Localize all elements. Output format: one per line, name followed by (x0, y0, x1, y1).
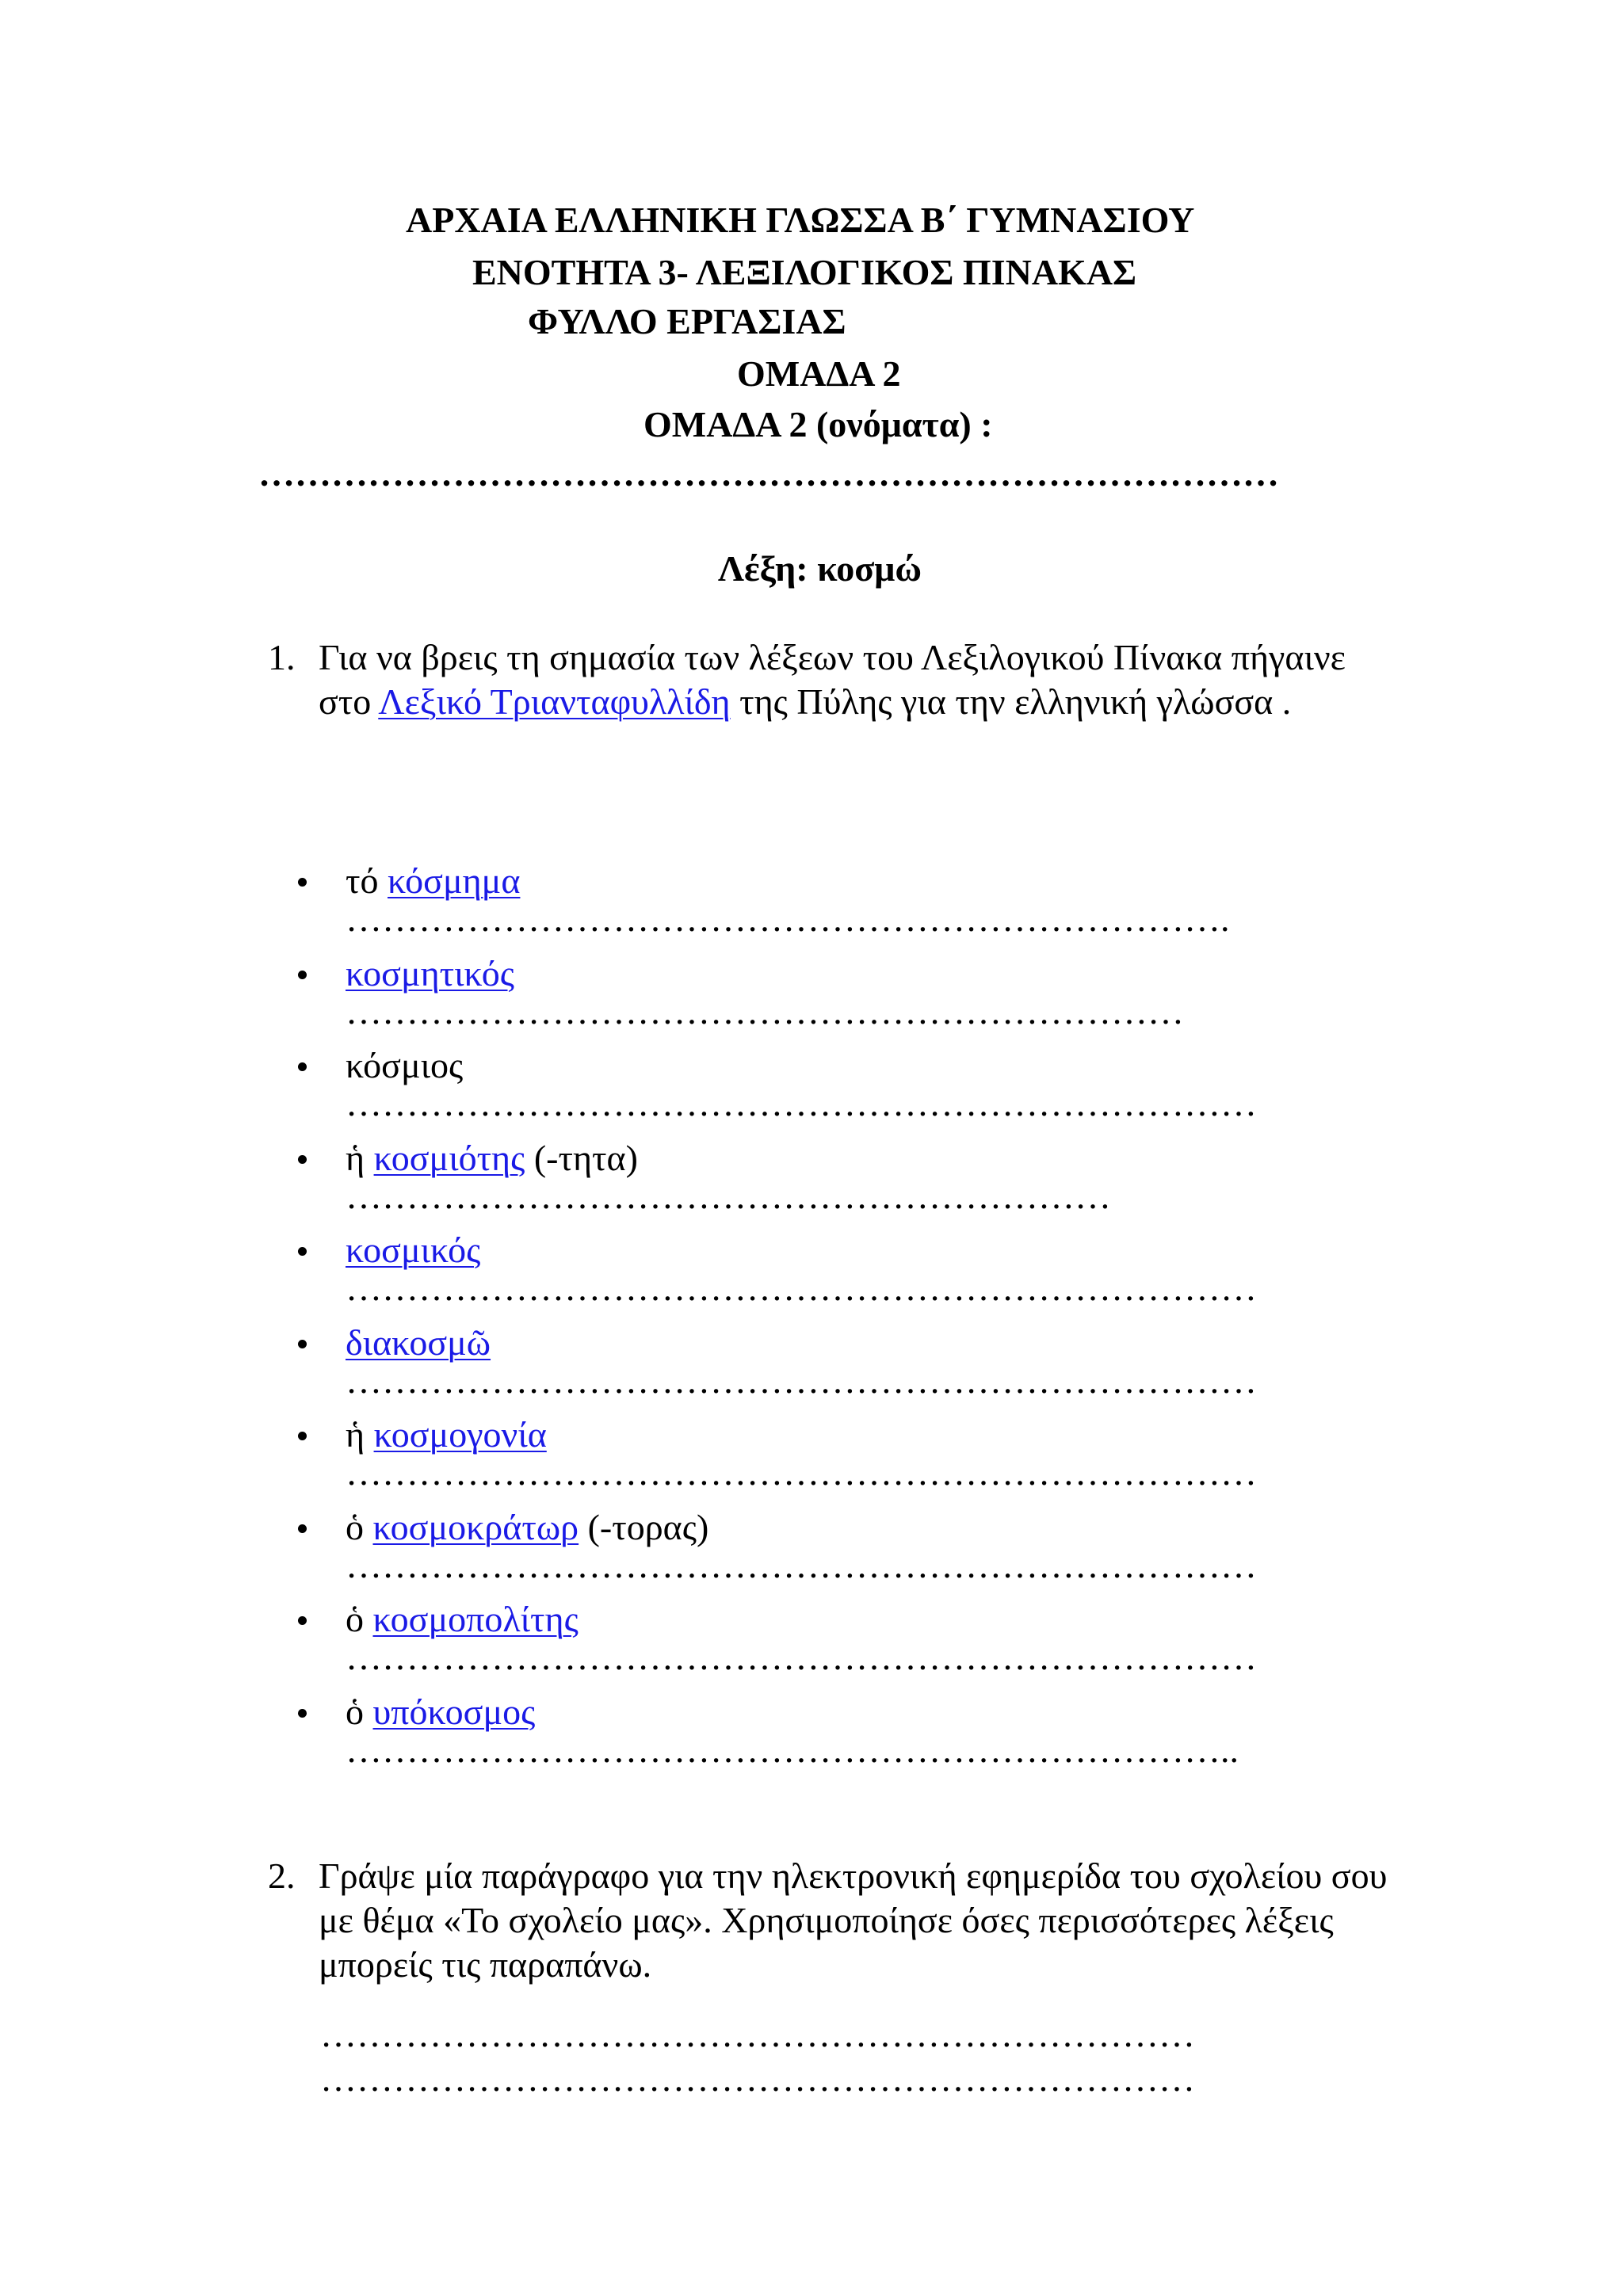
word-article: ἡ (346, 1414, 365, 1455)
header-line-3: ΦΥΛΛΟ ΕΡΓΑΣΙΑΣ (528, 301, 846, 341)
word-entry (346, 1413, 547, 1457)
word-entry (346, 1505, 708, 1550)
answer-line-2[interactable]: ……………………………………………………………… (320, 2063, 1195, 2095)
word-article: τό (346, 860, 379, 901)
word-link[interactable]: υπόκοσμος (372, 1691, 536, 1732)
word-article: ὁ (346, 1507, 364, 1547)
question-1-text (319, 635, 1381, 724)
dictionary-link[interactable]: Λεξικό Τριανταφυλλίδη (378, 681, 731, 722)
word-article: ὁ (346, 1691, 364, 1732)
header-line-1: ΑΡΧΑΙΑ ΕΛΛΗΝΙΚΗ ΓΛΩΣΣΑ Β΄ ΓΥΜΝΑΣΙΟΥ (406, 200, 1195, 240)
word-answer-line[interactable]: ……………………………………………………………….. (346, 1734, 1239, 1766)
word-answer-line[interactable]: ………………………………………………………………… (346, 1088, 1257, 1119)
header-line-2: ΕΝΟΤΗΤΑ 3- ΛΕΞΙΛΟΓΙΚΟΣ ΠΙΝΑΚΑΣ (472, 252, 1137, 292)
word-link[interactable]: κοσμητικός (346, 953, 514, 994)
target-word: Λέξη: κοσμώ (718, 548, 922, 589)
bullet-icon (298, 1432, 307, 1440)
question-2-text: Γράψε μία παράγραφο για την ηλεκτρονική εφημερίδα του σχολείου σου με θέμα «Το σχολείο μας». Χρησιμοποίησε όσες περισσότερες λέξεις μπορείς τις παραπάνω. (319, 1855, 1388, 1985)
word-link[interactable]: κοσμοπολίτης (372, 1599, 579, 1639)
word-link[interactable]: κοσμιότης (373, 1138, 525, 1178)
word-entry (346, 1136, 638, 1180)
word-answer-line[interactable]: ………………………………………………………………… (346, 1457, 1257, 1489)
word-link[interactable]: κόσμημα (388, 860, 521, 901)
question-1-number: 1. (268, 637, 296, 677)
word-entry (346, 1043, 463, 1088)
question-1-text-before: Για να βρεις τη σημασία των λέξεων του Λεξιλογικού Πίνακα πήγαινε στο (319, 637, 1346, 722)
word-text: κόσμιος (346, 1045, 464, 1085)
bullet-icon (298, 1616, 307, 1625)
word-article: ἡ (346, 1138, 365, 1178)
answer-line-1[interactable]: ……………………………………………………………… (320, 2019, 1195, 2050)
word-answer-line[interactable]: ………………………………………………………………… (346, 1272, 1257, 1304)
header-line-4: ΟΜΑΔΑ 2 (737, 353, 901, 394)
word-link[interactable]: διακοσμῶ (346, 1322, 491, 1363)
header-dot-line: ………………………………………………………………………… (258, 453, 1279, 494)
word-article: ὁ (346, 1599, 364, 1639)
word-answer-line[interactable]: ……………………………………………………… (346, 1180, 1111, 1212)
word-answer-line[interactable]: ………………………………………………………………… (346, 1550, 1257, 1581)
bullet-icon (298, 1709, 307, 1718)
question-1-text-after: της Πύλης για την ελληνική γλώσσα . (739, 681, 1292, 722)
word-entry (346, 1597, 579, 1642)
word-answer-line[interactable]: ………………………………………………………………… (346, 1365, 1257, 1397)
word-entry (346, 1228, 480, 1272)
bullet-icon (298, 1062, 307, 1071)
word-entry (346, 859, 520, 903)
word-entry (346, 952, 514, 996)
bullet-icon (298, 1524, 307, 1533)
header-line-5: ΟΜΑΔΑ 2 (ονόματα) : (643, 404, 993, 444)
bullet-icon (298, 1247, 307, 1256)
word-link[interactable]: κοσμικός (346, 1230, 481, 1270)
word-suffix: (-τορας) (587, 1507, 709, 1547)
word-link[interactable]: κοσμοκράτωρ (372, 1507, 579, 1547)
bullet-icon (298, 1340, 307, 1348)
word-answer-line[interactable]: …………………………………………………………… (346, 996, 1184, 1028)
word-suffix: (-τητα) (533, 1138, 638, 1178)
word-entry (346, 1690, 535, 1734)
word-link[interactable]: κοσμογονία (373, 1414, 547, 1455)
bullet-icon (298, 971, 307, 979)
word-answer-line[interactable]: ………………………………………………………………… (346, 1642, 1257, 1673)
bullet-icon (298, 1155, 307, 1164)
question-2-number: 2. (268, 1855, 296, 1896)
word-entry (346, 1321, 491, 1365)
word-answer-line[interactable]: ………………………………………………………………. (346, 903, 1230, 935)
bullet-icon (298, 878, 307, 887)
